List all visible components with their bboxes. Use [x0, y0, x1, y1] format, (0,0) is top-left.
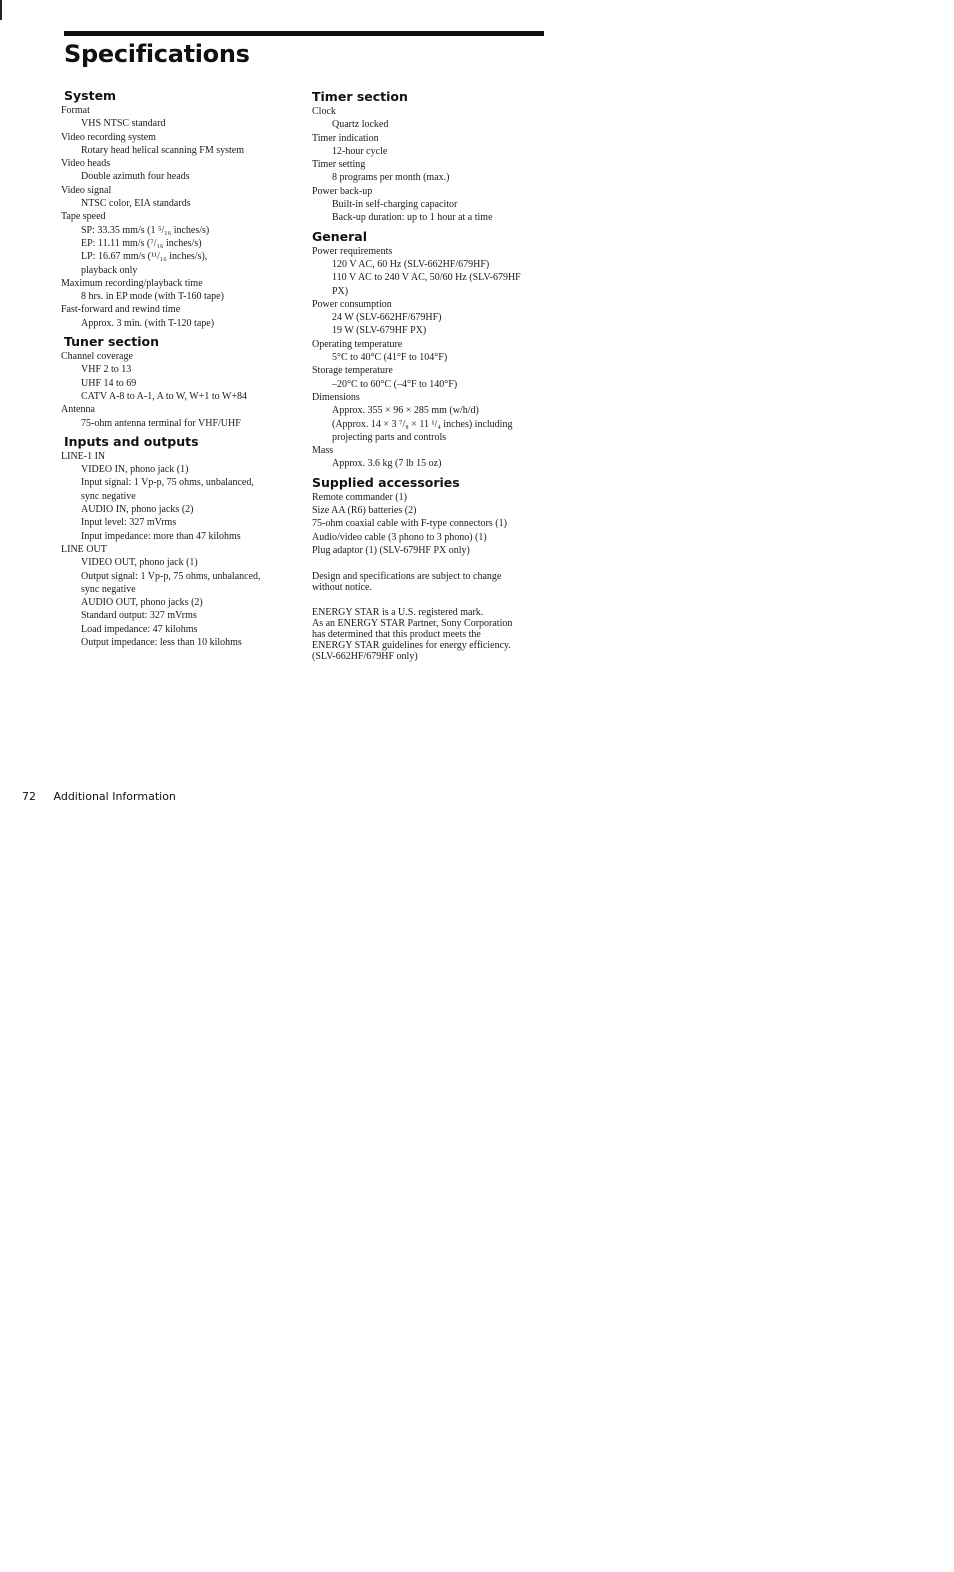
spec-label: Channel coverage — [61, 351, 133, 363]
spec-label: Power back-up — [312, 185, 373, 197]
section-heading: Tuner section — [64, 334, 160, 350]
spec-value: 120 V AC, 60 Hz (SLV-662HF/679HF) — [332, 258, 490, 270]
design-notice-line: Design and specifications are subject to change — [312, 571, 502, 583]
energy-star-note — [312, 607, 557, 662]
spec-value: Double azimuth four heads — [81, 171, 190, 183]
spec-value: Built-in self-charging capacitor — [332, 199, 458, 211]
spec-section-system — [61, 88, 306, 330]
spec-label: Timer setting — [312, 159, 366, 171]
spec-label: Format — [61, 105, 90, 116]
spec-label: Power requirements — [312, 245, 393, 257]
footer-section-label: Additional Information — [53, 790, 176, 803]
spec-value: 8 programs per month (max.) — [332, 172, 450, 184]
spec-value: PX) — [332, 285, 349, 297]
spec-value: –20°C to 60°C (–4°F to 140°F) — [332, 378, 458, 390]
spec-label: Size AA (R6) batteries (2) — [312, 505, 417, 517]
spec-value: CATV A-8 to A-1, A to W, W+1 to W+84 — [81, 390, 248, 402]
spec-value: VHF 2 to 13 — [81, 364, 132, 376]
spec-label: Plug adaptor (1) (SLV-679HF PX only) — [312, 544, 470, 556]
spec-value: Standard output: 327 mVrms — [81, 610, 197, 622]
spec-label: Clock — [312, 106, 336, 117]
spec-label: Fast-forward and rewind time — [61, 304, 181, 316]
title-rule — [64, 31, 544, 36]
spec-label: Tape speed — [61, 211, 106, 223]
spec-value: Approx. 3.6 kg (7 lb 15 oz) — [332, 458, 442, 470]
spec-value: projecting parts and controls — [332, 431, 447, 443]
spec-label: Maximum recording/playback time — [61, 277, 203, 289]
section-heading: Supplied accessories — [312, 474, 460, 490]
energy-star-line: As an ENERGY STAR Partner, Sony Corporation — [312, 618, 513, 630]
section-heading: System — [64, 88, 117, 103]
spec-value: VIDEO IN, phono jack (1) — [81, 464, 189, 476]
spec-value: NTSC color, EIA standards — [81, 198, 191, 210]
spec-label: Timer indication — [312, 132, 379, 144]
spec-label: LINE OUT — [61, 543, 107, 555]
page-edge-mark — [0, 0, 2, 20]
spec-value: sync negative — [81, 490, 136, 502]
spec-value: 12-hour cycle — [332, 145, 388, 157]
spec-value: Load impedance: 47 kilohms — [81, 623, 198, 635]
spec-value: VIDEO OUT, phono jack (1) — [81, 557, 198, 569]
energy-star-line: ENERGY STAR guidelines for energy efficiency. — [312, 640, 511, 652]
right-column — [312, 89, 557, 662]
spec-value: Input signal: 1 Vp-p, 75 ohms, unbalanced, — [81, 477, 254, 489]
spec-value: 75-ohm antenna terminal for VHF/UHF — [81, 417, 241, 429]
spec-value: (Approx. 14 × 3 ⁷/₈ × 11 ¹/₄ inches) including — [332, 418, 513, 430]
spec-label: LINE-1 IN — [61, 450, 106, 462]
spec-section-timer-section — [312, 89, 557, 225]
right-column-sections — [312, 89, 557, 557]
spec-value: Quartz locked — [332, 119, 389, 131]
spec-label: Power consumption — [312, 298, 392, 310]
spec-label: Audio/video cable (3 phono to 3 phono) (1) — [312, 531, 487, 543]
spec-value: LP: 16.67 mm/s (¹¹/₁₆ inches/s), — [81, 251, 208, 263]
design-notice-line: without notice. — [312, 582, 372, 594]
spec-label: Antenna — [61, 404, 95, 416]
spec-value: Input impedance: more than 47 kilohms — [81, 530, 241, 542]
page-number: 72 — [22, 790, 36, 803]
spec-value: VHS NTSC standard — [81, 118, 166, 130]
spec-label: Mass — [312, 445, 334, 457]
spec-value: Input level: 327 mVrms — [81, 517, 177, 529]
spec-value: AUDIO OUT, phono jacks (2) — [81, 597, 203, 609]
spec-label: 75-ohm coaxial cable with F-type connectors (1) — [312, 518, 507, 530]
energy-star-line: (SLV-662HF/679HF only) — [312, 651, 418, 663]
section-heading: Inputs and outputs — [64, 433, 199, 449]
spec-value: Rotary head helical scanning FM system — [81, 144, 245, 156]
spec-value: 8 hrs. in EP mode (with T-160 tape) — [81, 291, 224, 303]
spec-value: 5°C to 40°C (41°F to 104°F) — [332, 352, 448, 364]
page-footer — [22, 790, 176, 803]
design-notice — [312, 571, 557, 593]
spec-value: Back-up duration: up to 1 hour at a time — [332, 212, 493, 224]
spec-value: UHF 14 to 69 — [81, 377, 137, 389]
spec-label: Video signal — [61, 184, 112, 196]
left-column — [61, 88, 306, 653]
spec-value: playback only — [81, 264, 138, 276]
spec-section-inputs-and-outputs — [61, 434, 306, 649]
spec-section-supplied-accessories — [312, 475, 557, 557]
spec-value: 24 W (SLV-662HF/679HF) — [332, 312, 442, 324]
spec-value: Output signal: 1 Vp-p, 75 ohms, unbalanced, — [81, 570, 261, 582]
spec-value: Approx. 355 × 96 × 285 mm (w/h/d) — [332, 405, 479, 417]
spec-label: Storage temperature — [312, 365, 393, 377]
spec-value: EP: 11.11 mm/s (⁷/₁₆ inches/s) — [81, 237, 202, 249]
spec-label: Video heads — [61, 158, 111, 170]
spec-value: sync negative — [81, 583, 136, 595]
spec-value: 19 W (SLV-679HF PX) — [332, 325, 427, 337]
spec-value: Approx. 3 min. (with T-120 tape) — [81, 317, 215, 329]
spec-label: Remote commander (1) — [312, 491, 407, 503]
spec-label: Dimensions — [312, 391, 360, 403]
spec-value: AUDIO IN, phono jacks (2) — [81, 504, 194, 516]
page-title: Specifications — [64, 40, 250, 68]
spec-value: 110 V AC to 240 V AC, 50/60 Hz (SLV-679HF — [332, 272, 521, 284]
section-heading: Timer section — [312, 89, 408, 104]
section-heading: General — [312, 228, 367, 244]
energy-star-line: ENERGY STAR is a U.S. registered mark. — [312, 607, 484, 619]
energy-star-line: has determined that this product meets the — [312, 629, 481, 641]
spec-section-tuner-section — [61, 334, 306, 430]
spec-value: Output impedance: less than 10 kilohms — [81, 636, 242, 648]
spec-section-general — [312, 229, 557, 471]
spec-label: Operating temperature — [312, 338, 403, 350]
spec-value: SP: 33.35 mm/s (1 ⁵/₁₆ inches/s) — [81, 224, 210, 236]
spec-label: Video recording system — [61, 131, 156, 143]
